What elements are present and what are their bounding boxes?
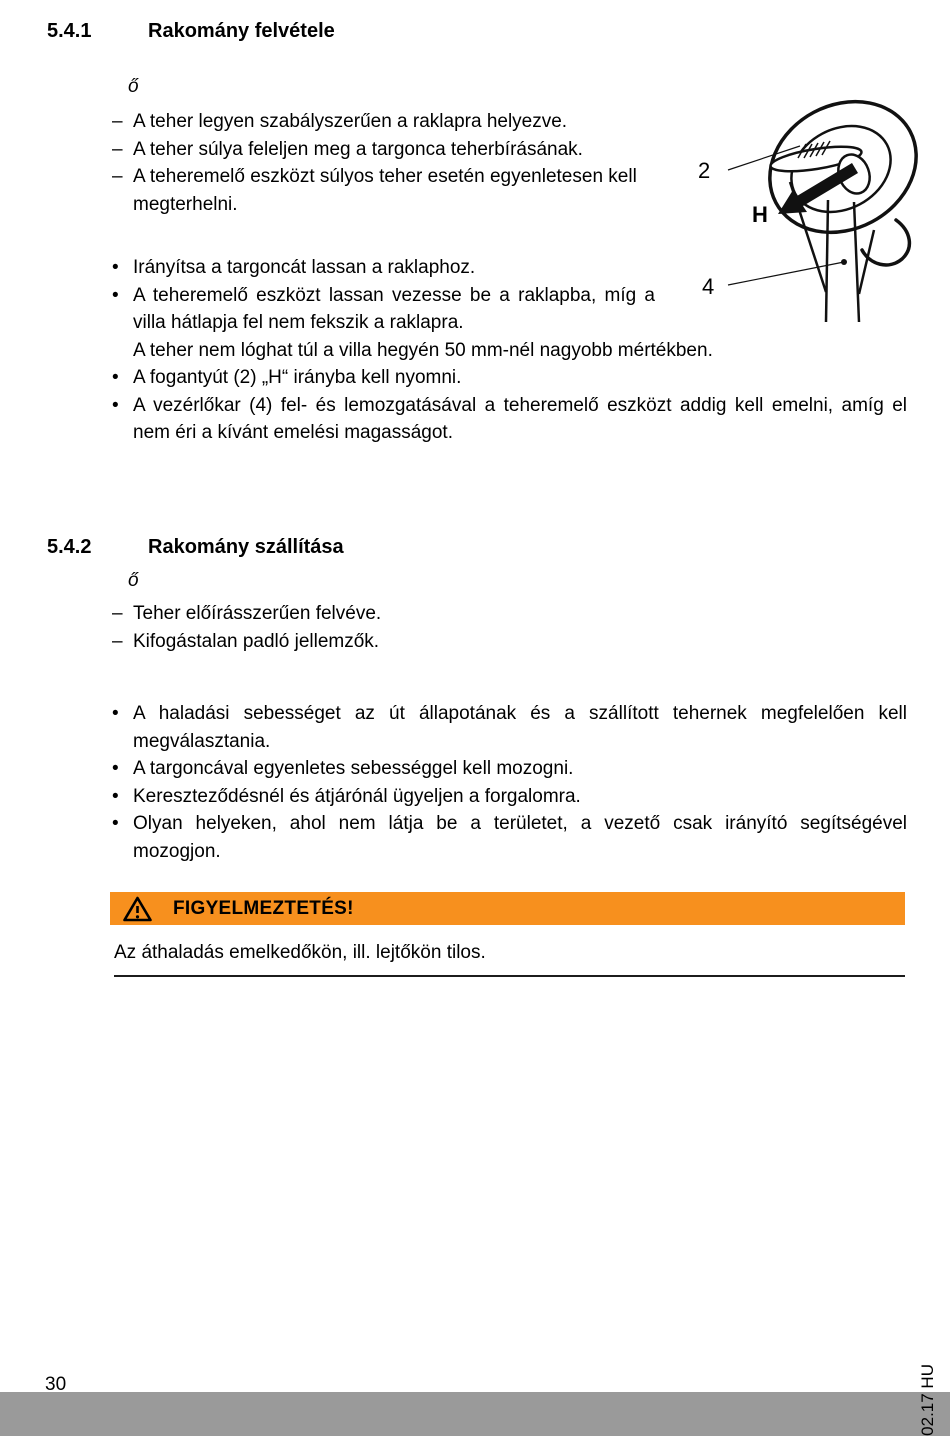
figure-label-4: 4 (702, 274, 715, 299)
step-text: A teheremelő eszközt lassan vezesse be a raklapba, míg a villa hátlapja fel nem fekszik a raklapra. (133, 284, 655, 333)
list-item (112, 282, 655, 337)
bullet-marker: • (112, 257, 119, 278)
tiller-handle-illustration (678, 82, 948, 327)
list-item (112, 600, 907, 628)
dash-marker: – (112, 630, 123, 652)
section-divider (114, 975, 905, 977)
page-number: 30 (45, 1374, 67, 1395)
handle-hook (862, 220, 909, 265)
bullet-marker: • (112, 703, 119, 724)
section-542-prerequisite-marker: ő (128, 570, 139, 591)
section-541-heading (47, 20, 335, 42)
warning-title: FIGYELMEZTETÉS! (173, 897, 354, 919)
list-item (112, 700, 907, 755)
dash-marker: – (112, 166, 123, 187)
dash-marker: – (112, 138, 123, 160)
bullet-marker: • (112, 758, 119, 779)
condition-text: Kifogástalan padló jellemzők. (133, 630, 380, 652)
section-542-heading (47, 536, 344, 558)
figure-label-H: H (752, 202, 768, 227)
bullet-marker: • (112, 394, 119, 416)
step-text: Irányítsa a targoncát lassan a raklaphoz. (133, 257, 476, 278)
step-text: A vezérlőkar (4) fel- és lemozgatásával a teheremelő eszközt addig kell emelni, amíg el nem éri a kívánt emelési magasságot. (133, 394, 907, 443)
section-542-title: Rakomány szállítása (148, 536, 344, 558)
step-text: A haladási sebességet az út állapotának és a szállított tehernek megfelelően kell megválasztania. (133, 703, 907, 752)
bullet-marker: • (112, 785, 119, 807)
section-541-prerequisite-marker: ő (128, 76, 139, 97)
bullet-marker: • (112, 367, 119, 388)
dash-marker: – (112, 603, 123, 624)
leader-dot-4 (841, 259, 847, 265)
condition-text: Teher előírásszerűen felvéve. (133, 603, 382, 624)
list-item (112, 783, 907, 811)
section-542-steps (112, 700, 907, 865)
condition-text: A teher súlya feleljen meg a targonca teherbírásának. (133, 138, 583, 160)
list-item (112, 810, 907, 865)
condition-text: A teheremelő eszközt súlyos teher esetén egyenletesen kell megterhelni. (133, 166, 637, 215)
warning-text: Az áthaladás emelkedőkön, ill. lejtőkön tilos. (114, 942, 486, 963)
dash-marker: – (112, 111, 123, 132)
tiller-handle-figure (678, 82, 948, 327)
edition-code: 02.17 HU (918, 1364, 937, 1436)
list-item (112, 364, 907, 392)
step-text: Kereszteződésnél és átjárónál ügyeljen a forgalomra. (133, 785, 581, 807)
condition-text: A teher legyen szabályszerűen a raklapra helyezve. (133, 111, 568, 132)
step-text: A fogantyút (2) „H“ irányba kell nyomni. (133, 367, 462, 388)
figure-label-2: 2 (698, 158, 711, 183)
bullet-marker: • (112, 813, 119, 834)
section-542-number: 5.4.2 (47, 536, 92, 558)
section-541-number: 5.4.1 (47, 20, 92, 42)
step-text: Olyan helyeken, ahol nem látja be a területet, a vezető csak irányító segítségével mozogjon. (133, 813, 907, 862)
warning-banner (110, 892, 905, 925)
step-note: A teher nem lóghat túl a villa hegyén 50 mm-nél nagyobb mértékben. (133, 339, 713, 361)
warning-triangle-icon (122, 895, 153, 923)
list-item (112, 755, 907, 783)
bullet-marker: • (112, 284, 119, 306)
list-item (112, 628, 907, 656)
section-541-title: Rakomány felvétele (148, 20, 335, 42)
step-text: A targoncával egyenletes sebességgel kell mozogni. (133, 758, 574, 779)
section-542-conditions (112, 600, 907, 655)
list-item (112, 163, 655, 218)
list-item (112, 392, 907, 447)
